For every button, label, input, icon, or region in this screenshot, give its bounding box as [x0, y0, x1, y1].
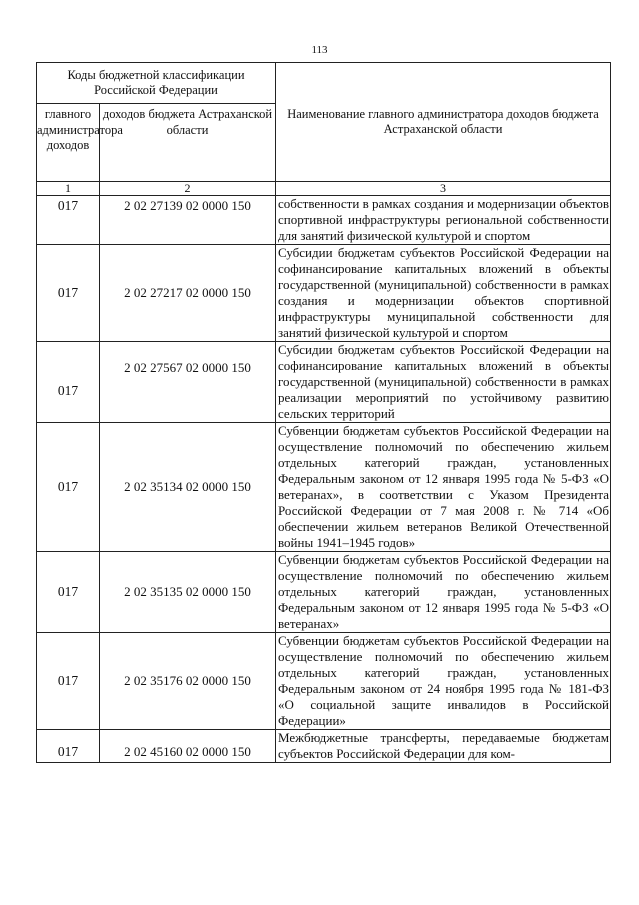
column-number-row: [37, 182, 611, 196]
budget-classification-table: [36, 62, 611, 763]
income-name: Субвенции бюджетам субъектов Российской Федерации на осуществление полномочий по обеспечению жильем отдельных категорий граждан, установленных Федеральным законом от 24 ноября 1995 года № 181-ФЗ «О социальной защите инвалидов в Российской Федерации»: [276, 633, 611, 730]
table-row: [37, 730, 611, 763]
page-number: 113: [311, 44, 328, 56]
column-number-1: 1: [37, 182, 100, 196]
header-admin-column: главного администратора доходов: [37, 104, 100, 182]
admin-code: 017: [37, 196, 100, 245]
header-group-title: Коды бюджетной классификации Российской Федерации: [37, 63, 276, 104]
admin-code: 017: [37, 633, 100, 730]
income-name: Межбюджетные трансферты, передаваемые бюджетам субъектов Российской Федерации для ком-: [276, 730, 611, 763]
header-income-column: доходов бюджета Астраханской области: [100, 104, 276, 182]
header-name-column: Наименование главного администратора доходов бюджета Астраханской области: [276, 63, 611, 182]
income-name: собственности в рамках создания и модернизации объектов спортивной инфраструктуры региональной собственности для занятий физической культурой и спортом: [276, 196, 611, 245]
income-code: 2 02 27139 02 0000 150: [100, 196, 276, 245]
income-code: 2 02 35176 02 0000 150: [100, 633, 276, 730]
table-row: [37, 633, 611, 730]
column-number-3: 3: [276, 182, 611, 196]
table-row: [37, 245, 611, 342]
table-header-row: [37, 63, 611, 104]
table-row: [37, 552, 611, 633]
income-name: Субсидии бюджетам субъектов Российской Федерации на софинансирование капитальных вложений в объекты государственной (муниципальной) собственности в рамках создания и модернизации объектов спортивной инфраструктуры муниципальной собственности для занятий физической культурой и спортом: [276, 245, 611, 342]
income-code: 2 02 35135 02 0000 150: [100, 552, 276, 633]
admin-code: 017: [37, 342, 100, 423]
income-code: 2 02 27217 02 0000 150: [100, 245, 276, 342]
column-number-2: 2: [100, 182, 276, 196]
income-code: 2 02 27567 02 0000 150: [100, 342, 276, 423]
admin-code: 017: [37, 245, 100, 342]
admin-code: 017: [37, 552, 100, 633]
income-code: 2 02 35134 02 0000 150: [100, 423, 276, 552]
table-row: [37, 196, 611, 245]
income-code: 2 02 45160 02 0000 150: [100, 730, 276, 763]
income-name: Субвенции бюджетам субъектов Российской Федерации на осуществление полномочий по обеспечению жильем отдельных категорий граждан, установленных Федеральным законом от 12 января 1995 года № 5-ФЗ «О ветеранах», в соответствии с Указом Президента Российской Федерации от 7 мая 2008 г. № 714 «Об обеспечении жильем ветеранов Великой Отечественной войны 1941–1945 годов»: [276, 423, 611, 552]
income-name: Субсидии бюджетам субъектов Российской Федерации на софинансирование капитальных вложений в объекты государственной (муниципальной) собственности в рамках реализации мероприятий по устойчивому развитию сельских территорий: [276, 342, 611, 423]
income-name: Субвенции бюджетам субъектов Российской Федерации на осуществление полномочий по обеспечению жильем отдельных категорий граждан, установленных Федеральным законом от 12 января 1995 года № 5-ФЗ «О ветеранах»: [276, 552, 611, 633]
table-row: [37, 423, 611, 552]
admin-code: 017: [37, 423, 100, 552]
admin-code: 017: [37, 730, 100, 763]
table-row: [37, 342, 611, 423]
